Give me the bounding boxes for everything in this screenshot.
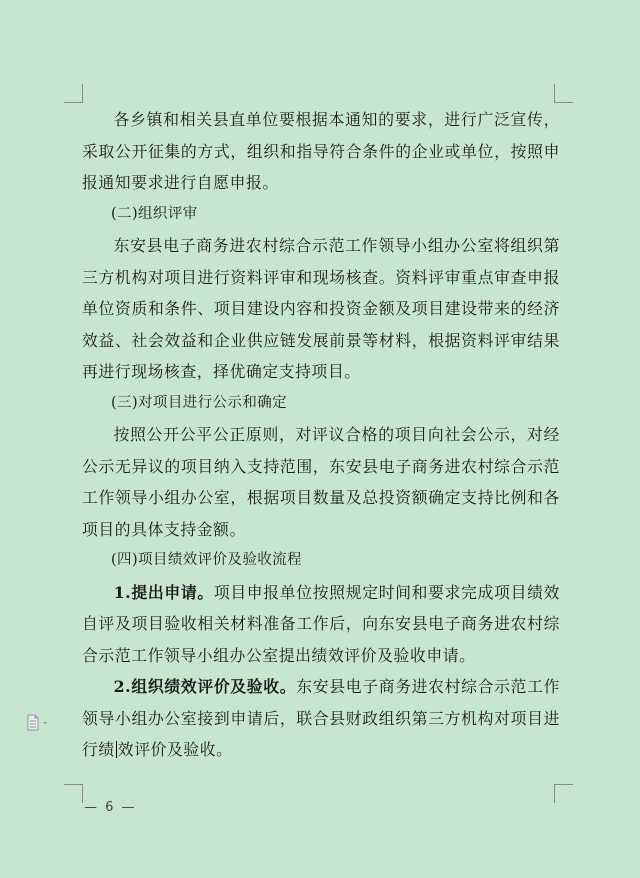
corner-mark-top-left <box>64 84 83 103</box>
paragraph: 东安县电子商务进农村综合示范工作领导小组办公室将组织第三方机构对项目进行资料评审和现场核查。资料评审重点审查申报单位资质和条件、项目建设内容和投资金额及项目建设带来的经济效益、社会效益和企业供应链发展前景等材料，根据资料评审结果再进行现场核查，择优确定支持项目。 <box>82 236 560 381</box>
section-heading: (四)项目绩效评价及验收流程 <box>111 552 302 568</box>
corner-mark-bottom-left <box>64 784 83 803</box>
step-lead: 1.提出申请。 <box>113 582 214 602</box>
paragraph: 各乡镇和相关县直单位要根据本通知的要求，进行广泛宣传，采取公开征集的方式，组织和指导符合条件的企业或单位，按照申报通知要求进行自愿申报。 <box>82 110 560 192</box>
paragraph <box>82 671 560 766</box>
section-heading: (三)对项目进行公示和确定 <box>111 394 288 411</box>
step-lead: 2.组织绩效评价及验收。 <box>113 677 297 696</box>
paragraph: 按照公开公平公正原则，对评议合格的项目向社会公示，对经公示无异议的项目纳入支持范围，东安县电子商务进农村综合示范工作领导小组办公室，根据项目数量及总投资额确定支持比例和各项目的具体支持金额。 <box>82 425 560 539</box>
document-options-icon[interactable] <box>25 714 53 732</box>
paragraph <box>82 577 560 672</box>
section-heading: (二)组织评审 <box>111 205 198 222</box>
text-cursor <box>116 741 117 758</box>
step-text: 项目申报单位按照规定时间和要求完成项目绩效自评及项目验收相关材料准备工作后，向东安县电子商务进农村综合示范工作领导小组办公室提出绩效评价及验收申请。 <box>82 582 560 665</box>
document-body[interactable] <box>82 104 560 766</box>
page-number: — 6 — <box>84 800 137 815</box>
corner-mark-bottom-right <box>554 784 573 803</box>
step-text: 效评价及验收。 <box>117 740 233 759</box>
step-text: 东安县电子商务进农村综合示范工作领导小组办公室接到申请后，联合县财政组织第三方机构对项目进行绩 <box>82 677 560 759</box>
corner-mark-top-right <box>554 84 573 103</box>
